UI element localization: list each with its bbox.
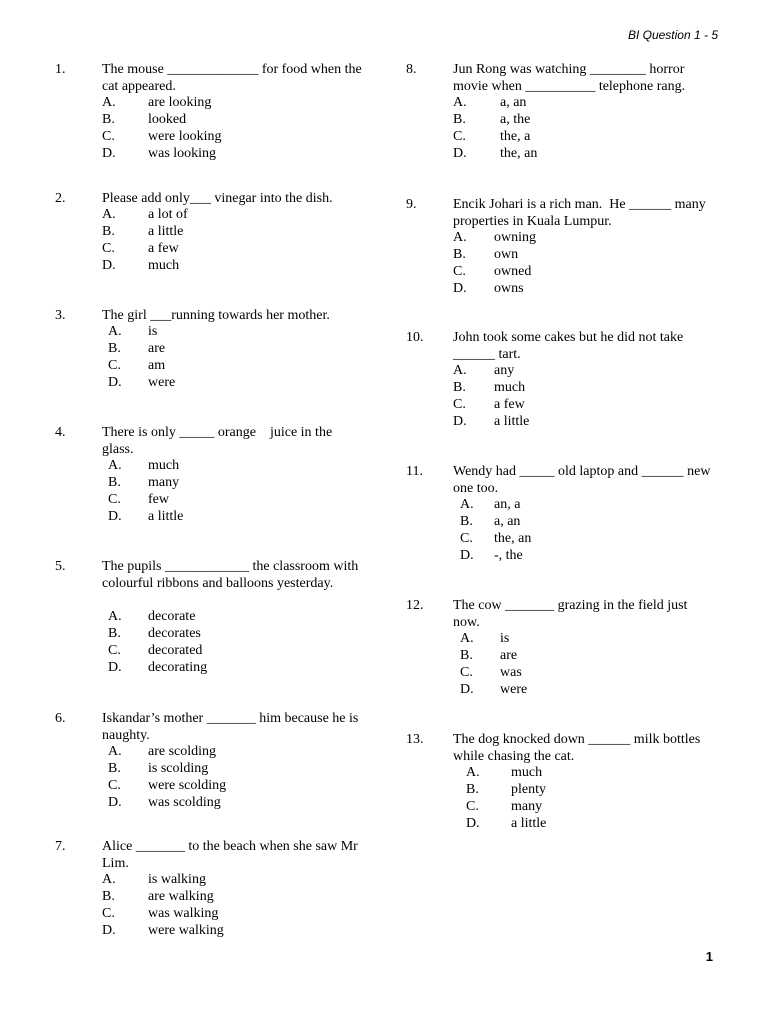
option-letter: D.: [108, 795, 122, 810]
question-stem: The pupils ____________ the classroom with colourful ribbons and balloons yesterday.: [102, 559, 359, 591]
question-stem: The cow _______ grazing in the field just now.: [453, 598, 688, 630]
option-text: looked: [148, 112, 187, 127]
option-letter: B.: [453, 380, 466, 395]
option-text: decorates: [148, 626, 201, 641]
question-stem: Jun Rong was watching ________ horror movie when __________ telephone rang.: [453, 62, 686, 94]
option-letter: C.: [460, 531, 473, 546]
option-text: was: [500, 665, 522, 680]
option-text: a lot of: [148, 207, 188, 222]
option-text: own: [494, 247, 519, 262]
question-stem: The mouse _____________ for food when the cat appeared.: [102, 62, 362, 94]
option-text: any: [494, 363, 515, 378]
option-letter: B.: [460, 648, 473, 663]
option-text: are: [148, 341, 166, 356]
question-number: 13.: [406, 732, 424, 747]
question-number: 9.: [406, 197, 417, 212]
option-text: owning: [494, 230, 536, 245]
question-stem: Please add only___ vinegar into the dish.: [102, 191, 333, 206]
option-letter: D.: [460, 682, 474, 697]
option-text: was scolding: [148, 795, 221, 810]
option-letter: C.: [460, 665, 473, 680]
option-letter: D.: [453, 281, 467, 296]
option-letter: B.: [453, 247, 466, 262]
option-text: are: [500, 648, 518, 663]
option-letter: D.: [453, 414, 467, 429]
option-text: were walking: [148, 923, 224, 938]
option-text: am: [148, 358, 166, 373]
option-text: a little: [148, 509, 184, 524]
option-text: are scolding: [148, 744, 217, 759]
option-text: were scolding: [148, 778, 227, 793]
question-stem: Iskandar’s mother _______ him because he is naughty.: [102, 711, 359, 743]
option-text: many: [148, 475, 180, 490]
question-stem: Alice _______ to the beach when she saw Mr Lim.: [102, 839, 358, 871]
option-letter: A.: [108, 324, 122, 339]
option-letter: C.: [453, 397, 466, 412]
option-text: much: [494, 380, 526, 395]
option-text: much: [148, 258, 180, 273]
option-letter: C.: [108, 492, 121, 507]
question-stem: The girl ___running towards her mother.: [102, 308, 330, 323]
question-number: 7.: [55, 839, 66, 854]
option-text: were: [148, 375, 176, 390]
option-letter: B.: [108, 761, 121, 776]
option-letter: C.: [102, 241, 115, 256]
option-text: a few: [494, 397, 525, 412]
option-text: was walking: [148, 906, 219, 921]
question-stem: John took some cakes but he did not take ______ tart.: [453, 330, 684, 362]
option-text: a little: [148, 224, 184, 239]
option-letter: A.: [466, 765, 480, 780]
question-number: 3.: [55, 308, 66, 323]
option-letter: D.: [108, 660, 122, 675]
option-letter: B.: [108, 626, 121, 641]
question-stem: The dog knocked down ______ milk bottles while chasing the cat.: [453, 732, 701, 764]
option-letter: C.: [453, 264, 466, 279]
option-letter: A.: [453, 95, 467, 110]
option-text: were: [500, 682, 528, 697]
option-letter: D.: [102, 258, 116, 273]
option-letter: D.: [466, 816, 480, 831]
option-text: an, a: [494, 497, 521, 512]
question-number: 6.: [55, 711, 66, 726]
option-letter: D.: [108, 509, 122, 524]
option-text: decorated: [148, 643, 203, 658]
option-letter: C.: [102, 129, 115, 144]
page-number: 1: [705, 949, 713, 964]
option-letter: A.: [460, 631, 474, 646]
header-title: BI Question 1 - 5: [627, 28, 718, 42]
question-number: 11.: [406, 464, 423, 479]
option-letter: B.: [102, 224, 115, 239]
option-letter: D.: [460, 548, 474, 563]
option-letter: A.: [102, 95, 116, 110]
option-text: a, an: [494, 514, 521, 529]
option-letter: B.: [108, 341, 121, 356]
option-text: are looking: [148, 95, 212, 110]
option-letter: C.: [102, 906, 115, 921]
option-text: a little: [511, 816, 547, 831]
option-text: plenty: [511, 782, 546, 797]
question-number: 5.: [55, 559, 66, 574]
option-letter: A.: [453, 230, 467, 245]
option-letter: C.: [466, 799, 479, 814]
option-letter: D.: [108, 375, 122, 390]
option-text: a, the: [500, 112, 531, 127]
option-letter: D.: [102, 923, 116, 938]
option-letter: B.: [102, 889, 115, 904]
option-text: a little: [494, 414, 530, 429]
option-text: is: [148, 324, 158, 339]
option-text: was looking: [148, 146, 217, 161]
question-stem: Wendy had _____ old laptop and ______ new one too.: [453, 464, 711, 496]
option-text: were looking: [148, 129, 222, 144]
option-text: is: [500, 631, 510, 646]
question-number: 8.: [406, 62, 417, 77]
option-letter: D.: [102, 146, 116, 161]
question-number: 2.: [55, 191, 66, 206]
option-text: many: [511, 799, 543, 814]
option-text: owned: [494, 264, 532, 279]
option-text: decorate: [148, 609, 196, 624]
option-text: the, an: [500, 146, 538, 161]
question-number: 12.: [406, 598, 424, 613]
option-letter: C.: [108, 778, 121, 793]
option-letter: B.: [108, 475, 121, 490]
option-letter: A.: [102, 207, 116, 222]
question-number: 1.: [55, 62, 66, 77]
option-letter: B.: [466, 782, 479, 797]
option-text: are walking: [148, 889, 214, 904]
option-letter: A.: [453, 363, 467, 378]
option-text: a, an: [500, 95, 527, 110]
option-letter: B.: [453, 112, 466, 127]
option-text: much: [511, 765, 543, 780]
option-text: much: [148, 458, 180, 473]
option-text: -, the: [494, 548, 523, 563]
option-letter: A.: [108, 609, 122, 624]
option-text: the, a: [500, 129, 531, 144]
question-stem: Encik Johari is a rich man. He ______ many properties in Kuala Lumpur.: [453, 197, 710, 229]
option-letter: A.: [102, 872, 116, 887]
option-letter: A.: [108, 744, 122, 759]
option-text: is scolding: [148, 761, 209, 776]
option-letter: B.: [102, 112, 115, 127]
option-letter: D.: [453, 146, 467, 161]
option-text: a few: [148, 241, 179, 256]
option-text: owns: [494, 281, 524, 296]
option-text: decorating: [148, 660, 208, 675]
question-number: 4.: [55, 425, 66, 440]
option-text: the, an: [494, 531, 532, 546]
option-letter: A.: [460, 497, 474, 512]
option-letter: C.: [108, 358, 121, 373]
question-number: 10.: [406, 330, 424, 345]
option-text: is walking: [148, 872, 206, 887]
question-stem: There is only _____ orange juice in the glass.: [102, 425, 336, 457]
option-letter: C.: [108, 643, 121, 658]
option-letter: C.: [453, 129, 466, 144]
option-text: few: [148, 492, 169, 507]
option-letter: B.: [460, 514, 473, 529]
option-letter: A.: [108, 458, 122, 473]
